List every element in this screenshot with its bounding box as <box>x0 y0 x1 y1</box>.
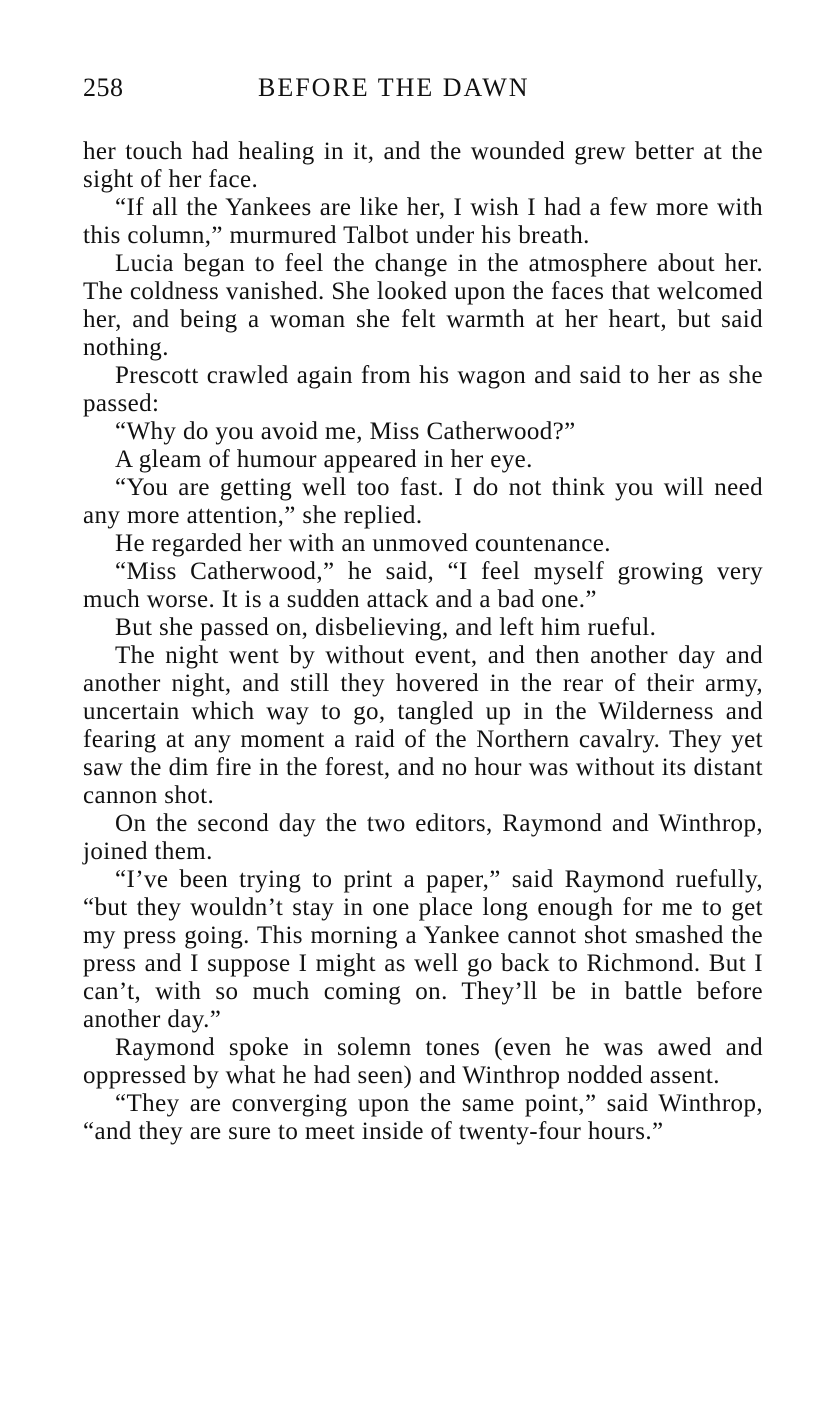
paragraph: But she passed on, disbelieving, and left him rueful. <box>115 614 657 641</box>
paragraph: A gleam of humour appeared in her eye. <box>115 446 533 473</box>
paragraph: “You are getting well too fast. I do not think you will need any more attention,” she replied. <box>83 474 763 529</box>
running-title: BEFORE THE DAWN <box>258 73 530 102</box>
paragraph: “They are converging upon the same point,” said Winthrop, “and they are sure to meet inside of twenty-four hours.” <box>83 1090 763 1145</box>
paragraph: On the second day the two editors, Raymond and Winthrop, joined them. <box>83 810 763 865</box>
page-number: 258 <box>83 73 124 102</box>
paragraph: “Why do you avoid me, Miss Catherwood?” <box>115 418 576 445</box>
page-header <box>83 73 763 107</box>
paragraph: The night went by without event, and then another day and another night, and still they hovered in the rear of their army, uncertain which way to go, tangled up in the Wilderness and fearing at any moment a raid of the Northern cavalry. They yet saw the dim fire in the forest, and no hour was without its distant cannon shot. <box>83 642 763 809</box>
paragraph: Prescott crawled again from his wagon and said to her as she passed: <box>83 362 763 417</box>
paragraph: Raymond spoke in solemn tones (even he was awed and oppressed by what he had seen) and Winthrop nodded assent. <box>83 1034 763 1089</box>
paragraph: “Miss Catherwood,” he said, “I feel myself growing very much worse. It is a sudden attack and a bad one.” <box>83 558 763 613</box>
paragraph: “If all the Yankees are like her, I wish I had a few more with this column,” murmured Talbot under his breath. <box>83 194 763 249</box>
paragraph: “I’ve been trying to print a paper,” said Raymond ruefully, “but they wouldn’t stay in one place long enough for me to get my press going. This morning a Yankee cannot shot smashed the press and I suppose I might as well go back to Richmond. But I can’t, with so much coming on. They’ll be in battle before another day.” <box>83 866 763 1033</box>
body-text <box>83 138 763 1146</box>
paragraph: Lucia began to feel the change in the atmosphere about her. The coldness vanished. She looked upon the faces that welcomed her, and being a woman she felt warmth at her heart, but said nothing. <box>83 250 763 361</box>
paragraph: her touch had healing in it, and the wounded grew better at the sight of her face. <box>83 138 763 193</box>
paragraph: He regarded her with an unmoved countenance. <box>115 530 611 557</box>
